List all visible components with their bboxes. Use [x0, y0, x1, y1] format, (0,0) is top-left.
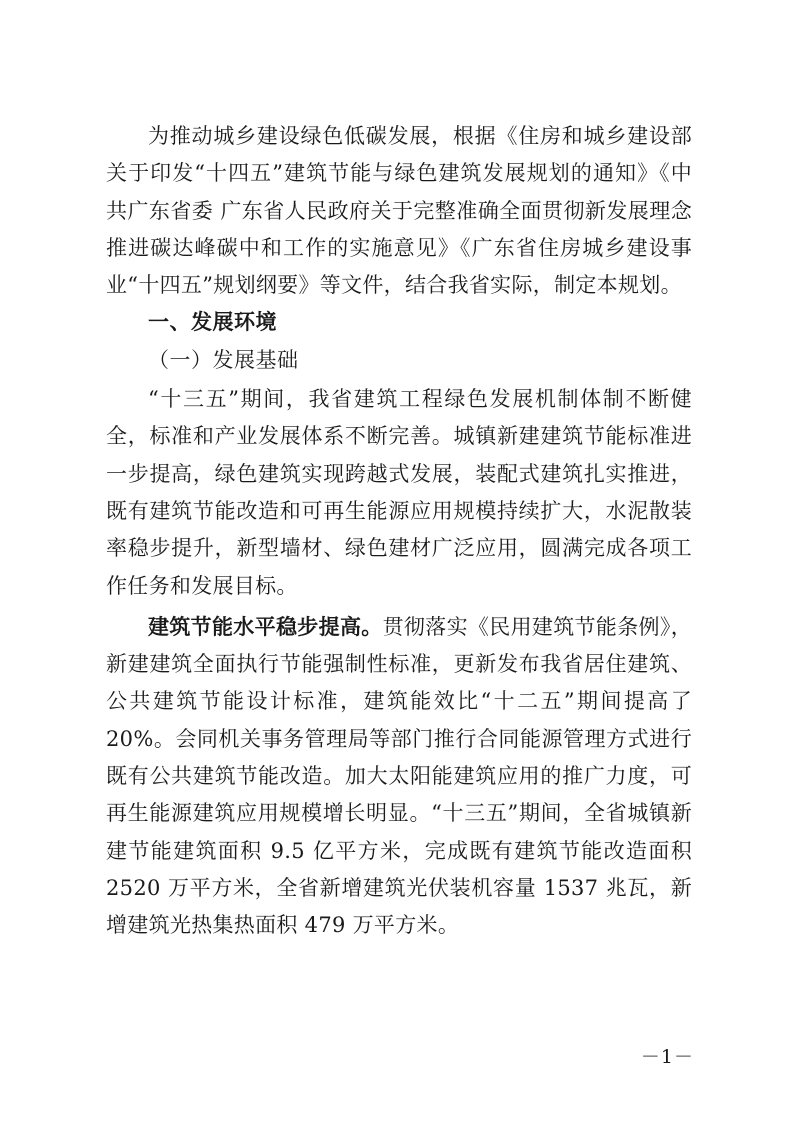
document-body	[106, 118, 692, 945]
intro-paragraph: 为推动城乡建设绿色低碳发展，根据《住房和城乡建设部关于印发“十四五”建筑节能与绿色建筑发展规划的通知》《中共广东省委 广东省人民政府关于完整准确全面贯彻新发展理念推进碳达峰碳中和工作的实施意见》《广东省住房城乡建设事业“十四五”规划纲要》等文件，结合我省实际，制定本规划。	[106, 124, 692, 298]
energy-paragraph-lead: 建筑节能水平稳步提高。	[148, 614, 383, 639]
energy-paragraph-body: 贯彻落实《民用建筑节能条例》，新建建筑全面执行节能强制性标准，更新发布我省居住建筑、公共建筑节能设计标准，建筑能效比“十二五”期间提高了 20%。会同机关事务管理局等部门推行合同能源管理方式进行既有公共建筑节能改造。加大太阳能建筑应用的推广力度，可再生能源建筑应用规模增长明显。“十三五”期间，全省城镇新建节能建筑面积 9.5 亿平方米，完成既有建筑节能改造面积 2520 万平方米，全省新增建筑光伏装机容量 1537 兆瓦，新增建筑光热集热面积 479 万平方米。	[106, 614, 692, 938]
foundation-paragraph: “十三五”期间，我省建筑工程绿色发展机制体制不断健全，标准和产业发展体系不断完善。城镇新建建筑节能标准进一步提高，绿色建筑实现跨越式发展，装配式建筑扎实推进，既有建筑节能改造和可再生能源应用规模持续扩大，水泥散装率稳步提升，新型墙材、绿色建材广泛应用，圆满完成各项工作任务和发展目标。	[106, 387, 692, 598]
energy-paragraph	[106, 609, 692, 945]
page-number: －1－	[640, 1046, 694, 1068]
subsection-heading: （一）发展基础	[148, 347, 299, 372]
section-heading: 一、发展环境	[148, 310, 277, 335]
